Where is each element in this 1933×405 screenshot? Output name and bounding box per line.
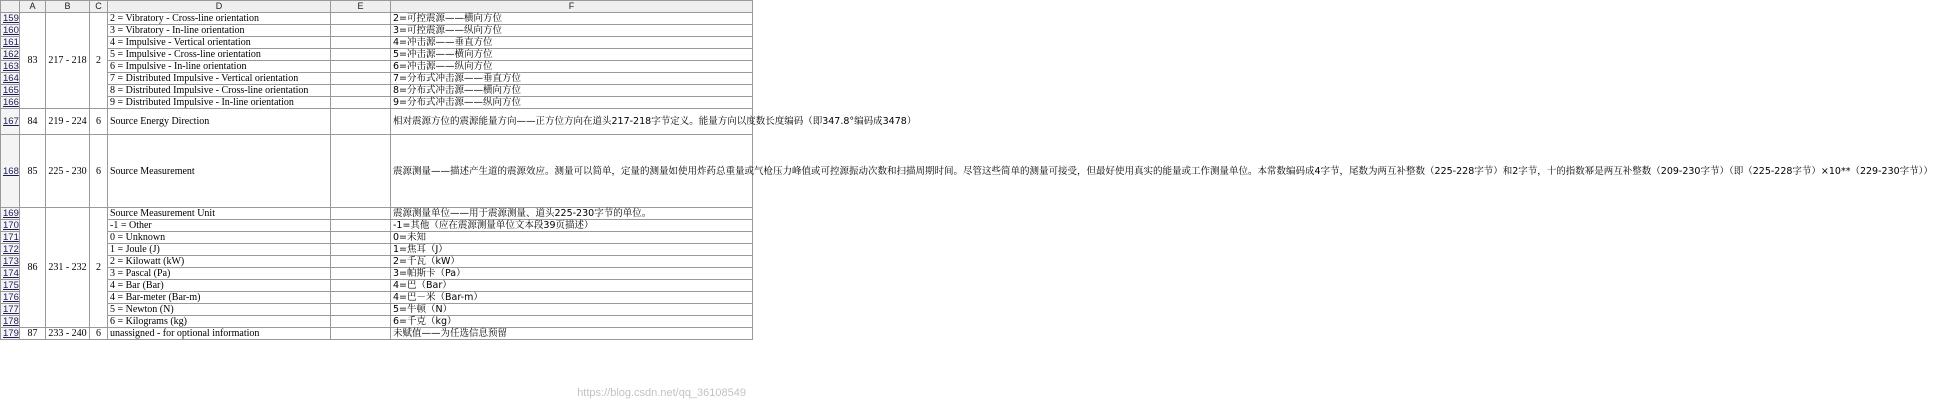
cell-byte-range[interactable]: 217 - 218 [46,13,90,109]
row-header[interactable]: 161 [1,37,20,49]
cell-description-en[interactable]: 5 = Impulsive - Cross-line orientation [108,49,331,61]
cell-byte-count[interactable]: 2 [90,208,108,328]
cell-description-en[interactable]: 7 = Distributed Impulsive - Vertical orientation [108,73,331,85]
cell-empty[interactable] [331,61,391,73]
row-header[interactable]: 178 [1,316,20,328]
cell-description-en[interactable]: 4 = Bar (Bar) [108,280,331,292]
cell-description-cn[interactable]: 2=千瓦（kW） [391,256,753,268]
column-header-e[interactable]: E [331,1,391,13]
cell-empty[interactable] [331,25,391,37]
row-header[interactable]: 164 [1,73,20,85]
table-row [1,85,753,97]
cell-description-cn[interactable]: 相对震源方位的震源能量方向——正方位方向在道头217-218字节定义。能量方向以度数长度编码（即347.8°编码成3478） [391,109,753,135]
cell-empty[interactable] [331,49,391,61]
row-header[interactable]: 169 [1,208,20,220]
cell-empty[interactable] [331,328,391,340]
cell-description-cn[interactable]: 6=冲击源——纵向方位 [391,61,753,73]
table-row [1,37,753,49]
cell-empty[interactable] [331,244,391,256]
row-header[interactable]: 163 [1,61,20,73]
cell-empty[interactable] [331,256,391,268]
row-header[interactable]: 175 [1,280,20,292]
cell-description-en[interactable]: 2 = Vibratory - Cross-line orientation [108,13,331,25]
table-row [1,268,753,280]
row-header[interactable]: 162 [1,49,20,61]
cell-description-en[interactable]: 4 = Impulsive - Vertical orientation [108,37,331,49]
cell-description-cn[interactable]: 震源测量单位——用于震源测量、道头225-230字节的单位。 [391,208,753,220]
cell-description-en[interactable]: 3 = Pascal (Pa) [108,268,331,280]
table-row [1,304,753,316]
cell-byte-range[interactable]: 231 - 232 [46,208,90,328]
row-header[interactable]: 170 [1,220,20,232]
cell-byte-number[interactable]: 87 [20,328,46,340]
cell-description-cn[interactable]: 4=冲击源——垂直方位 [391,37,753,49]
cell-empty[interactable] [331,220,391,232]
cell-byte-number[interactable]: 84 [20,109,46,135]
cell-description-en[interactable]: 1 = Joule (J) [108,244,331,256]
cell-empty[interactable] [331,268,391,280]
cell-empty[interactable] [331,97,391,109]
cell-description-en[interactable]: -1 = Other [108,220,331,232]
table-row [1,97,753,109]
cell-description-cn[interactable]: 3=帕斯卡（Pa） [391,268,753,280]
row-header[interactable]: 168 [1,135,20,208]
cell-description-cn[interactable]: 5=冲击源——横向方位 [391,49,753,61]
cell-empty[interactable] [331,13,391,25]
cell-description-en[interactable]: 4 = Bar-meter (Bar-m) [108,292,331,304]
table-row [1,292,753,304]
row-header[interactable]: 166 [1,97,20,109]
cell-description-cn[interactable]: 4=巴－米（Bar-m） [391,292,753,304]
select-all-corner[interactable] [1,1,20,13]
column-header-b[interactable]: B [46,1,90,13]
row-header[interactable]: 167 [1,109,20,135]
table-row [1,208,753,220]
row-header[interactable]: 159 [1,13,20,25]
watermark-text: https://blog.csdn.net/qq_36108549 [577,387,746,399]
table-row [1,13,753,25]
cell-description-cn[interactable]: 7=分布式冲击源——垂直方位 [391,73,753,85]
cell-description-en[interactable]: Source Energy Direction [108,109,331,135]
row-header[interactable]: 172 [1,244,20,256]
cell-empty[interactable] [331,135,391,208]
column-header-row [1,1,753,13]
row-header[interactable]: 165 [1,85,20,97]
column-header-a[interactable]: A [20,1,46,13]
cell-byte-range[interactable]: 233 - 240 [46,328,90,340]
cell-description-cn[interactable]: -1=其他（应在震源测量单位文本段39页描述） [391,220,753,232]
cell-description-en[interactable]: Source Measurement [108,135,331,208]
cell-description-cn[interactable]: 震源测量——描述产生道的震源效应。测量可以简单，定量的测量如使用炸药总重量或气枪压力峰值或可控源振动次数和扫描周期时间。尽管这些简单的测量可接受，但最好使用真实的能量或工作测量单位。本常数编码成4字节，尾数为两互补整数（225-228字节）和2字节，十的指数幂是两互补整数（209-230字节）（即（225-228字节）×10**（229-230字节）） [391,135,753,208]
cell-description-en[interactable]: unassigned - for optional information [108,328,331,340]
cell-byte-count[interactable]: 6 [90,109,108,135]
cell-description-cn[interactable]: 5=牛顿（N） [391,304,753,316]
cell-empty[interactable] [331,304,391,316]
cell-empty[interactable] [331,292,391,304]
cell-empty[interactable] [331,109,391,135]
cell-description-en[interactable]: 6 = Kilograms (kg) [108,316,331,328]
row-header[interactable]: 171 [1,232,20,244]
table-row [1,244,753,256]
cell-description-cn[interactable]: 1=焦耳（J） [391,244,753,256]
cell-description-en[interactable]: 6 = Impulsive - In-line orientation [108,61,331,73]
cell-description-en[interactable]: 3 = Vibratory - In-line orientation [108,25,331,37]
cell-empty[interactable] [331,280,391,292]
cell-description-cn[interactable]: 0=未知 [391,232,753,244]
column-header-c[interactable]: C [90,1,108,13]
cell-description-en[interactable]: 2 = Kilowatt (kW) [108,256,331,268]
cell-byte-number[interactable]: 86 [20,208,46,328]
table-row [1,316,753,328]
column-header-f[interactable]: F [391,1,753,13]
cell-byte-count[interactable]: 6 [90,135,108,208]
cell-description-en[interactable]: 8 = Distributed Impulsive - Cross-line orientation [108,85,331,97]
cell-description-cn[interactable]: 4=巴（Bar） [391,280,753,292]
cell-description-en[interactable]: 5 = Newton (N) [108,304,331,316]
cell-byte-range[interactable]: 225 - 230 [46,135,90,208]
table-row [1,25,753,37]
row-header[interactable]: 176 [1,292,20,304]
cell-description-cn[interactable]: 未赋值——为任选信息预留 [391,328,753,340]
cell-empty[interactable] [331,232,391,244]
table-row [1,73,753,85]
cell-empty[interactable] [331,37,391,49]
cell-byte-range[interactable]: 219 - 224 [46,109,90,135]
cell-description-cn[interactable]: 9=分布式冲击源——纵向方位 [391,97,753,109]
cell-description-cn[interactable]: 2=可控震源——横向方位 [391,13,753,25]
row-header[interactable]: 160 [1,25,20,37]
cell-empty[interactable] [331,85,391,97]
cell-byte-count[interactable]: 2 [90,13,108,109]
cell-description-en[interactable]: Source Measurement Unit [108,208,331,220]
table-row [1,328,753,340]
cell-byte-count[interactable]: 6 [90,328,108,340]
table-row [1,135,753,208]
row-header[interactable]: 179 [1,328,20,340]
table-row [1,280,753,292]
row-header[interactable]: 177 [1,304,20,316]
cell-empty[interactable] [331,73,391,85]
cell-empty[interactable] [331,208,391,220]
table-row [1,49,753,61]
cell-description-en[interactable]: 9 = Distributed Impulsive - In-line orientation [108,97,331,109]
cell-byte-number[interactable]: 83 [20,13,46,109]
cell-description-en[interactable]: 0 = Unknown [108,232,331,244]
cell-description-cn[interactable]: 6=千克（kg） [391,316,753,328]
row-header[interactable]: 173 [1,256,20,268]
table-row [1,232,753,244]
cell-empty[interactable] [331,316,391,328]
cell-description-cn[interactable]: 8=分布式冲击源——横向方位 [391,85,753,97]
table-row [1,109,753,135]
table-row [1,220,753,232]
table-row [1,61,753,73]
row-header[interactable]: 174 [1,268,20,280]
column-header-d[interactable]: D [108,1,331,13]
cell-byte-number[interactable]: 85 [20,135,46,208]
table-row [1,256,753,268]
cell-description-cn[interactable]: 3=可控震源——纵向方位 [391,25,753,37]
